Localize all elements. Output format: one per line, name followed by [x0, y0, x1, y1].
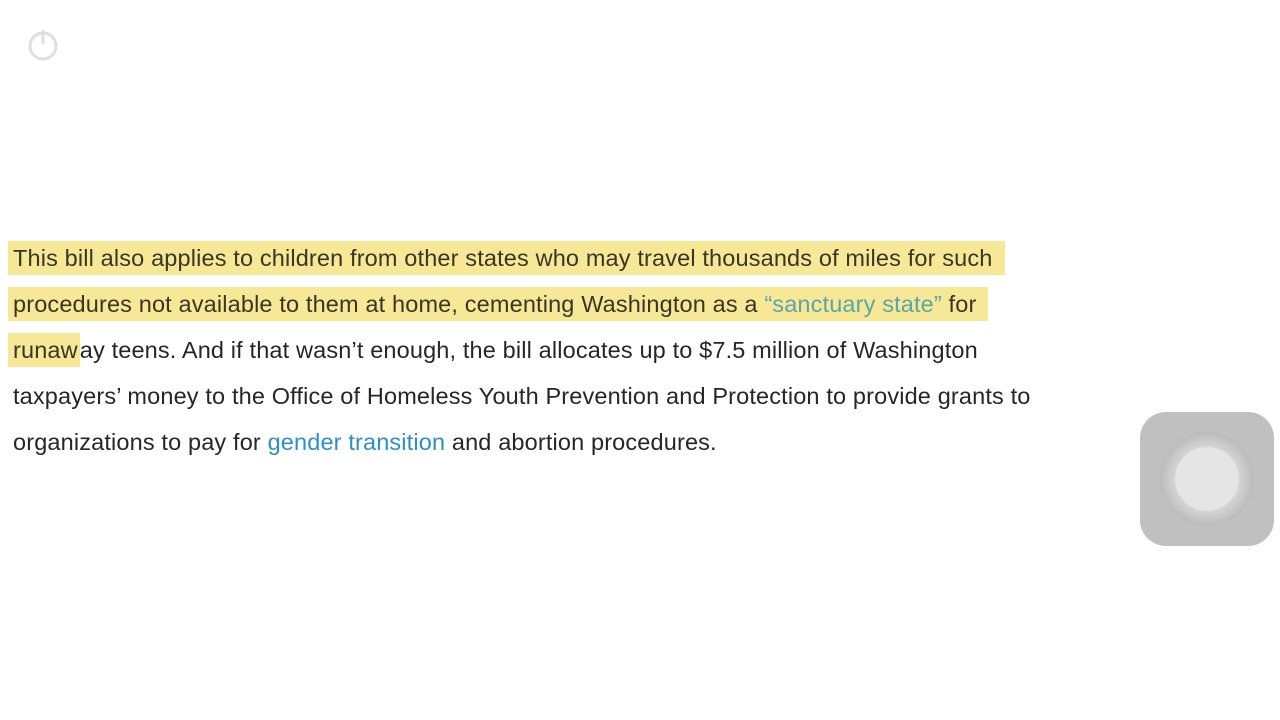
paragraph-text-end: and abortion procedures.: [445, 429, 717, 455]
paragraph-text: taxpayers’ money to the Office of Homeless Youth Prevention and Protection to provide grants to: [13, 383, 1031, 409]
paragraph-line-5: [13, 419, 717, 465]
highlighted-text: [8, 287, 988, 321]
paragraph-line-2: [13, 281, 988, 327]
paragraph-line-3: [13, 327, 978, 373]
assistive-touch-core: [1175, 447, 1239, 511]
power-icon: [24, 26, 62, 64]
highlighted-text: This bill also applies to children from other states who may travel thousands of miles for such: [8, 241, 1005, 275]
sanctuary-state-link[interactable]: “sanctuary state”: [764, 291, 942, 317]
paragraph-text: ay teens. And if that wasn’t enough, the bill allocates up to $7.5 million of Washington: [79, 337, 978, 363]
highlighted-text-start: procedures not available to them at home, cementing Washington as a: [13, 291, 765, 317]
paragraph-line-1: [13, 235, 1005, 281]
paragraph-line-4: [13, 373, 1031, 419]
gender-transition-link[interactable]: gender transition: [267, 429, 446, 455]
highlighted-text-end: for: [941, 291, 977, 317]
paragraph-text-start: organizations to pay for: [13, 429, 268, 455]
highlighted-text: runaw: [8, 333, 80, 367]
